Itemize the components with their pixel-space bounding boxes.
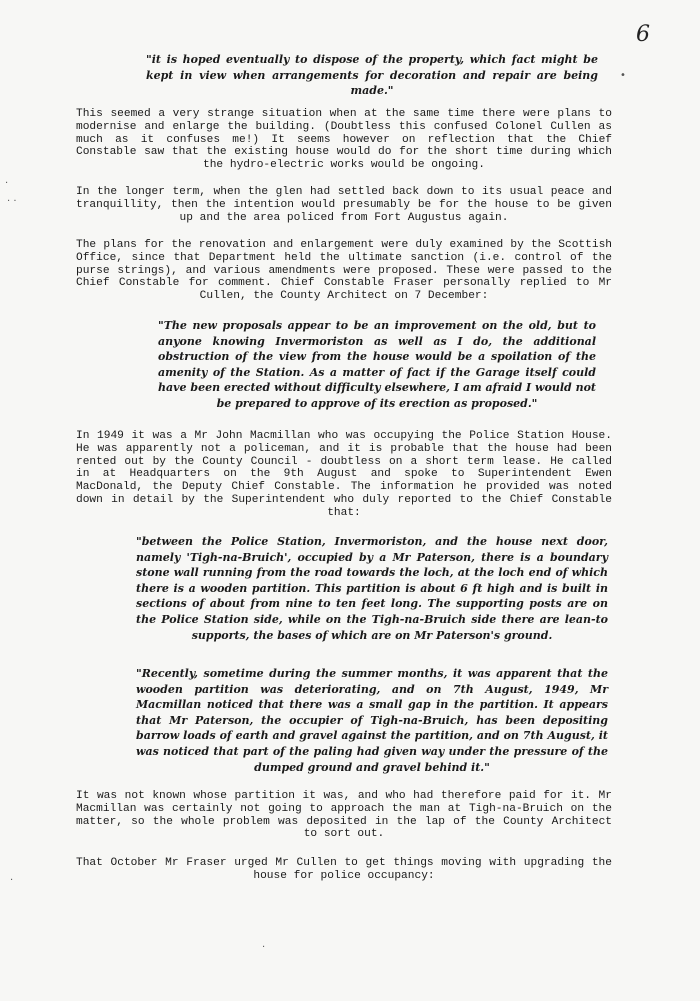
paragraph-longer-term: In the longer term, when the glen had settled back down to its usual peace and tranquillity, then the intention would presumably be for the house to be given up and the area policed from Fort Augustus again. <box>76 186 612 224</box>
page-number: 6 <box>636 22 650 47</box>
quote-recently: "Recently, sometime during the summer months, it was apparent that the wooden partition was deteriorating, and on 7th August, 1949, Mr Macmillan noticed that there was a small gap in the partition. It appears that Mr Paterson, the occupier of Tigh-na-Bruich, has been depositing barrow loads of earth and gravel against the partition, and on 7th August, it was noticed that part of the paling had given way under the pressure of the dumped ground and gravel behind it." <box>136 667 608 774</box>
paragraph-strange-situation: This seemed a very strange situation when at the same time there were plans to modernise and enlarge the building. (Doubtless this confused Colonel Cullen as much as it confuses me!) It seems however on reflection that the Chief Constable saw that the existing house would do for the short time during which the hydro-electric works would be ongoing. <box>76 108 612 172</box>
quote-boundary-wall: "between the Police Station, Invermoriston, and the house next door, namely 'Tigh-na-Bruich', occupied by a Mr Paterson, there is a boundary stone wall running from the road towards the loch, at the loch end of which there is a wooden partition. This partition is about 6 ft high and is built in sections of about from nine to ten feet long. The supporting posts are on the Police Station side, while on the Tigh-na-Bruich side there are lean-to supports, the bases of which are on Mr Paterson's ground. <box>136 535 608 642</box>
paragraph-1949-macmillan: In 1949 it was a Mr John Macmillan who was occupying the Police Station House. He was apparently not a policeman, and it is probable that the house had been rented out by the County Council - doubtless on a short term lease. He called in at Headquarters on the 9th August and spoke to Superintendent Ewen MacDonald, the Deputy Chief Constable. The information he provided was noted down in detail by the Superintendent who duly reported to the Chief Constable that: <box>76 430 612 519</box>
paragraph-october: That October Mr Fraser urged Mr Cullen to get things moving with upgrading the house for police occupancy: <box>76 857 612 882</box>
quote-disposal: "it is hoped eventually to dispose of the property, which fact might be kept in view when arrangements for decoration and repair are being made." <box>146 53 598 98</box>
paragraph-plans-examined: The plans for the renovation and enlargement were duly examined by the Scottish Office, since that Department held the ultimate sanction (i.e. control of the purse strings), and various amendments were proposed. These were passed to the Chief Constable for comment. Chief Constable Fraser personally replied to Mr Cullen, the County Architect on 7 December: <box>76 239 612 303</box>
scan-mark: · <box>5 178 9 189</box>
scan-mark: · <box>10 875 14 886</box>
scan-mark: · · <box>7 196 17 207</box>
scan-mark: · <box>262 942 266 953</box>
quote-new-proposals: "The new proposals appear to be an improvement on the old, but to anyone knowing Invermoriston as well as I do, the additional obstruction of the view from the house would be a spoilation of the amenity of the Station. As a matter of fact if the Garage itself could have been erected without difficulty elsewhere, I am afraid I would not be prepared to approve of its erection as proposed." <box>158 319 596 410</box>
scan-mark: • <box>620 70 626 81</box>
paragraph-not-known: It was not known whose partition it was, and who had therefore paid for it. Mr Macmillan was certainly not going to approach the man at Tigh-na-Bruich on the matter, so the whole problem was deposited in the lap of the County Architect to sort out. <box>76 790 612 841</box>
